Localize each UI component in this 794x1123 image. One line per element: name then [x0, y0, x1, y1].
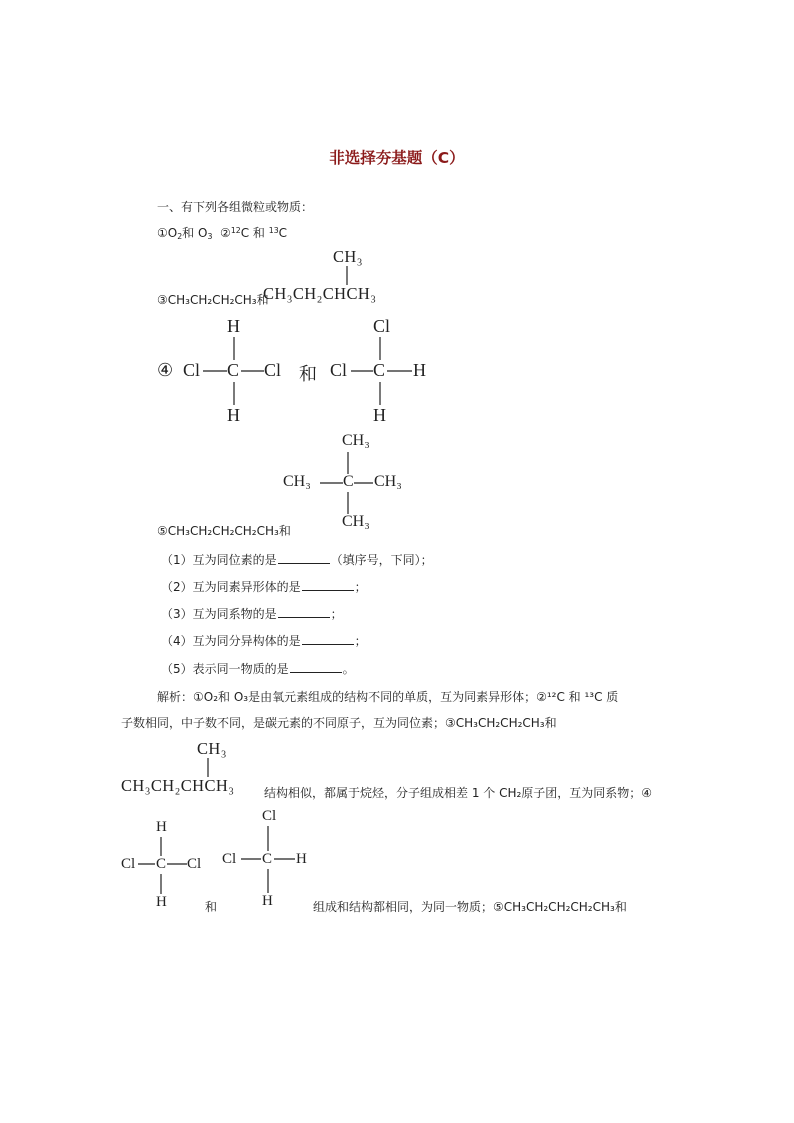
item4-and: 和 — [299, 364, 317, 384]
item5-prefix: ⑤CH₃CH₂CH₂CH₂CH₃和 — [157, 524, 291, 538]
analysis-b-bottom-h: H — [262, 893, 273, 909]
item4-b-left-cl: Cl — [330, 360, 348, 380]
question-2: （2）互为同素异形体的是 ； — [161, 580, 367, 594]
item5-right-ch3: CH₃ — [374, 473, 402, 490]
item5-bottom-ch3: CH₃ — [342, 513, 370, 530]
analysis-a-bottom-h: H — [156, 894, 167, 910]
analysis-a-right-cl: Cl — [187, 856, 202, 872]
item4-b-right-h: H — [413, 360, 426, 380]
analysis-line-4: 组成和结构都相同，为同一物质；⑤CH₃CH₂CH₂CH₂CH₃和 — [313, 900, 627, 914]
item5-top-ch3: CH₃ — [342, 432, 370, 449]
item4-a-right-cl: Cl — [264, 360, 282, 380]
analysis-b-left-cl: Cl — [222, 851, 237, 867]
analysis-a-left-cl: Cl — [121, 856, 136, 872]
item3-branch-ch3: CH₃ — [333, 247, 363, 266]
question-1: （1）互为同位素的是 （填序号，下同）； — [161, 553, 433, 567]
analysis-line-2: 子数相同，中子数不同，是碳元素的不同原子，互为同位素；③CH₃CH₂CH₂CH₃和 — [121, 716, 557, 730]
analysis-a-center-c: C — [156, 856, 167, 872]
item4-label: ④ — [157, 360, 174, 380]
item4-b-center-c: C — [373, 360, 386, 380]
item3-isobutane: CH₃CH₂CHCH₃ — [263, 284, 377, 303]
items-1-2: $①O_2$和 $O_3$ ②$^{12}$C 和 $^{13}$C — [157, 226, 288, 241]
analysis-b-right-h: H — [296, 851, 307, 867]
item5-center-c: C — [343, 473, 354, 490]
item4-a-left-cl: Cl — [183, 360, 201, 380]
item4-a-top-h: H — [227, 316, 240, 336]
question-3: （3）互为同系物的是 ； — [161, 607, 343, 621]
analysis-isobutane: CH₃CH₂CHCH₃ — [121, 776, 235, 795]
section-intro: 一、有下列各组微粒或物质： — [157, 200, 314, 214]
item4-b-bottom-h: H — [373, 405, 386, 425]
analysis-line-1: 解析：①O₂和 O₃是由氧元素组成的结构不同的单质，互为同素异形体；②¹²C 和 ¹³C 质 — [157, 690, 619, 704]
item3-prefix: ③CH₃CH₂CH₂CH₃和 — [157, 293, 269, 307]
analysis-b-top-cl: Cl — [262, 808, 277, 824]
page-title: 非选择夯基题（C） — [329, 149, 465, 167]
analysis-isobutane-branch: CH₃ — [197, 739, 227, 758]
item4-a-bottom-h: H — [227, 405, 240, 425]
item4-b-top-cl: Cl — [373, 316, 391, 336]
analysis-line-3: 结构相似，都属于烷烃，分子组成相差 1 个 CH₂原子团，互为同系物；④ — [264, 786, 653, 800]
analysis-b-center-c: C — [262, 851, 273, 867]
item4-a-center-c: C — [227, 360, 240, 380]
question-4: （4）互为同分异构体的是 ； — [161, 634, 367, 648]
analysis-and: 和 — [205, 900, 218, 914]
question-5: （5）表示同一物质的是 。 — [161, 662, 355, 676]
item5-left-ch3: CH₃ — [283, 473, 311, 490]
analysis-a-top-h: H — [156, 819, 167, 835]
